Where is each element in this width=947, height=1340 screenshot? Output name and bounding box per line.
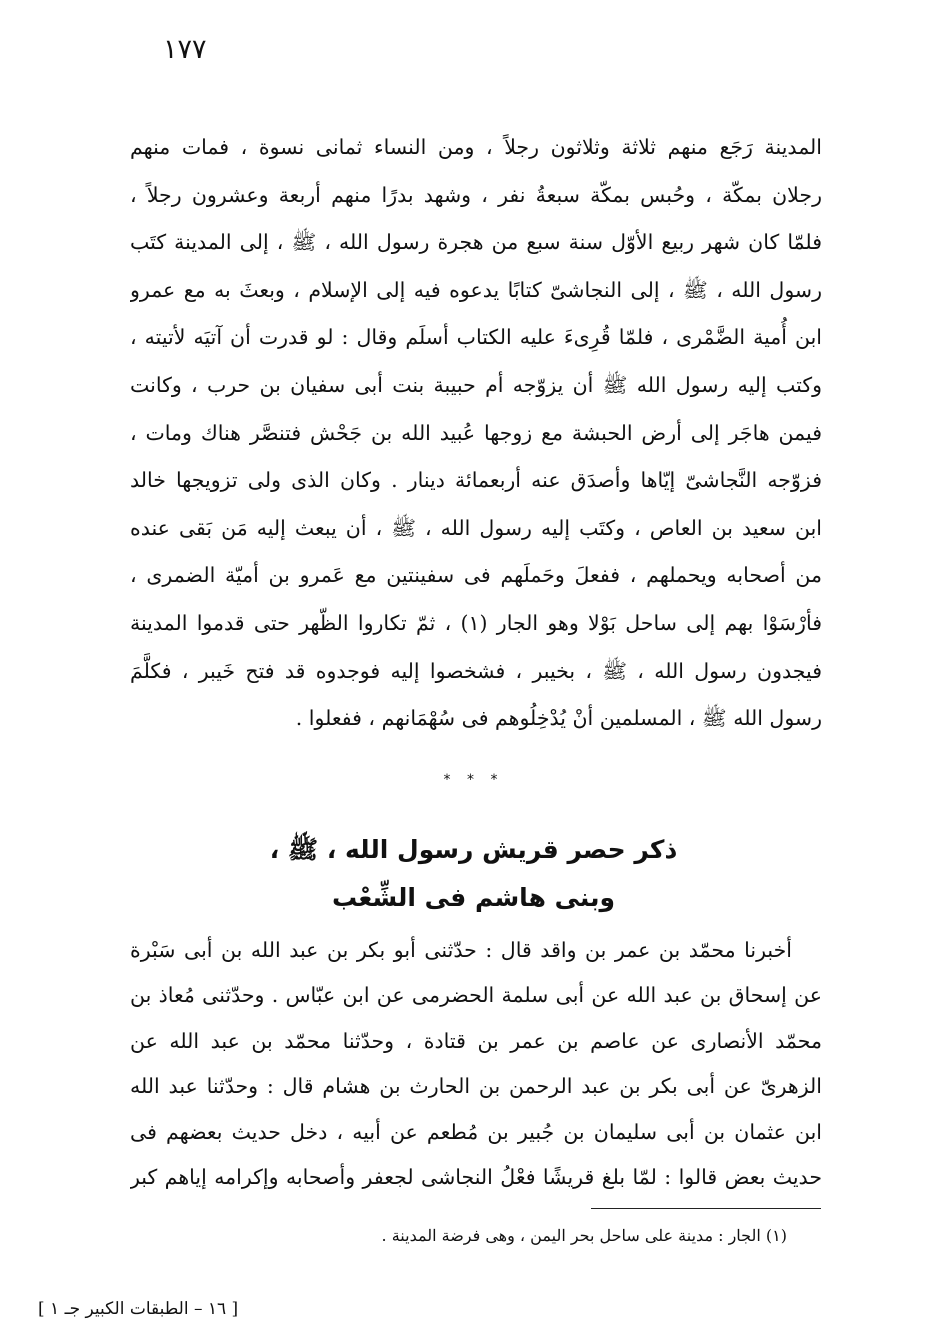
footnote: (١) الجار : مدينة على ساحل بحر اليمن ، وهى فرضة المدينة .	[381, 1226, 787, 1245]
text-line: فيجدون رسول الله ، ﷺ ، بخيبر ، فشخصوا إليه فوجدوه قد فتح خَيبر ، فكلَّمَ	[130, 658, 822, 683]
text-line: حديث بعض قالوا : لمّا بلغ قريشًا فعْلُ النجاشى لجعفر وأصحابه وإكرامه إياهم كبر	[130, 1164, 822, 1189]
text-line: ابن أُمية الضَّمْرى ، فلمّا قُرِىءَ عليه الكتاب أسلَم وقال : لو قدرت أن آتيَه لأتيته ،	[130, 325, 822, 350]
text-line: عن إسحاق بن عبد الله عن أبى سلمة الحضرمى عن ابن عبّاس . وحدّثنى مُعاذ بن	[130, 983, 822, 1008]
text-line: فيمن هاجَر إلى أرض الحبشة مع زوجها عُبيد الله بن جَحْش فتنصَّر هناك ومات ،	[130, 420, 822, 445]
text-line: رسول الله ﷺ ، المسلمين أنْ يُدْخِلُوهم فى سُهْمَانهم ، ففعلوا .	[295, 706, 822, 731]
text-line: فأرْسَوْا بهم إلى ساحل بَوْلا وهو الجار (١) ، ثمّ تكاروا الظّهر حتى قدموا المدينة	[130, 610, 822, 635]
text-line: وكتب إليه رسول الله ﷺ أن يزوّجه أم حبيبة بنت أبى سفيان بن حرب ، وكانت	[130, 372, 822, 397]
text-line: فلمّا كان شهر ربيع الأوّل سنة سبع من هجرة رسول الله ، ﷺ ، إلى المدينة كتَب	[130, 230, 822, 255]
text-line: المدينة رَجَع منهم ثلاثة وثلاثون رجلاً ، ومن النساء ثمانى نسوة ، فمات منهم	[130, 135, 822, 159]
heading-line: وبنى هاشم فى الشِّعْب	[331, 883, 616, 912]
text-line: رجلان بمكّة ، وحُبس بمكّة سبعةُ نفر ، وشهد بدرًا منهم أربعة وعشرون رجلاً ،	[130, 182, 822, 207]
text-line: أخبرنا محمّد بن عمر بن واقد قال : حدّثنى أبو بكر بن عبد الله بن أبى سَبْرة	[130, 938, 792, 962]
text-line: رسول الله ، ﷺ ، إلى النجاشىّ كتابًا يدعوه فيه إلى الإسلام ، وبعثَ به مع عمرو	[130, 277, 822, 302]
text-line: من أصحابه ويحملهم ، ففعلَ وحَملَهم فى سفينتين مع عَمرو بن أميّة الضمرى ،	[130, 563, 822, 588]
section-heading	[0, 826, 947, 922]
section-separator: * * *	[443, 772, 504, 788]
footnote-divider	[591, 1208, 821, 1209]
text-line: فزوّجه النَّجاشىّ إيّاها وأصدَق عنه أربعمائة دينار . وكان الذى ولى تزويجها خالد	[130, 468, 822, 493]
text-line: ابن عثمان بن أبى سليمان بن جُبير بن مُطعم عن أبيه ، دخل حديث بعضهم فى	[130, 1119, 822, 1144]
text-line: ابن سعيد بن العاص ، وكتَب إليه رسول الله ، ﷺ ، أن يبعث إليه مَن بَقى عنده	[130, 515, 822, 540]
heading-line: ذكر حصر قريش رسول الله ، ﷺ ،	[269, 835, 678, 864]
text-line: محمّد الأنصارى عن عاصم بن عمر بن قتادة ، وحدّثنا محمّد بن عبد الله عن	[130, 1028, 822, 1053]
page-signature: [ ١٦ – الطبقات الكبير جـ ١ ]	[38, 1299, 239, 1319]
text-line: الزهرىّ عن أبى بكر بن عبد الرحمن بن الحارث بن هشام قال : وحدّثنا عبد الله	[130, 1074, 822, 1099]
page-number: ١٧٧	[163, 34, 207, 65]
paragraph-2	[130, 928, 822, 1200]
paragraph-1	[130, 124, 822, 743]
